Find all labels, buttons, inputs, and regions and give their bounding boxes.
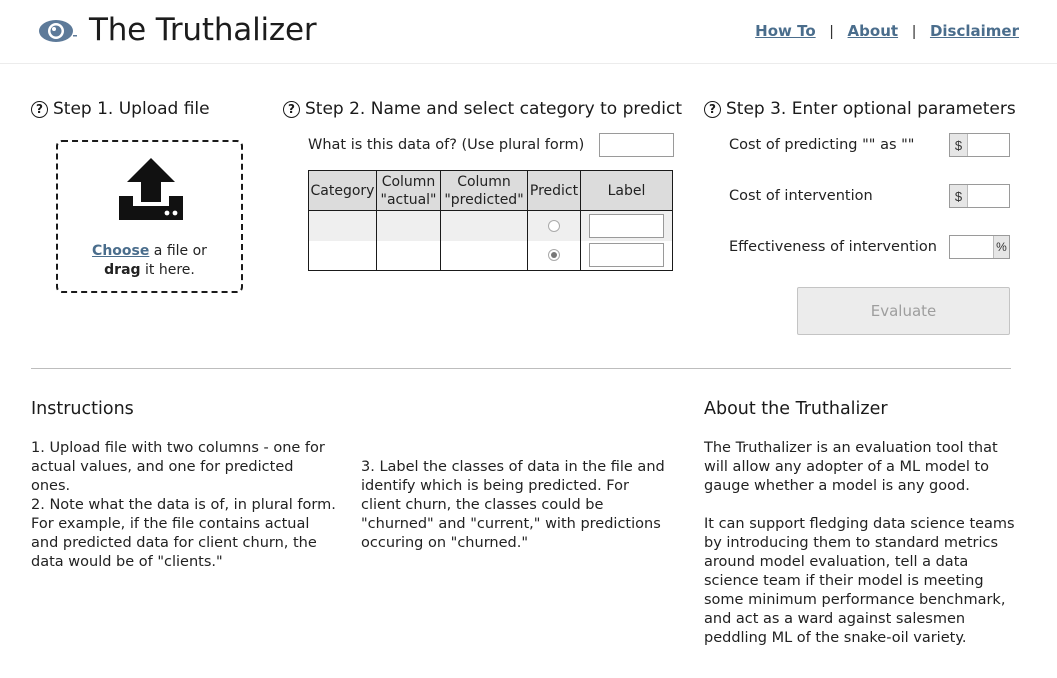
effectiveness-input[interactable] xyxy=(949,235,1010,259)
header-column-actual: Column "actual" xyxy=(377,171,441,211)
instructions-title: Instructions xyxy=(31,399,134,419)
header-predict: Predict xyxy=(528,171,581,211)
cost-intervention-input[interactable] xyxy=(949,184,1010,208)
top-nav xyxy=(755,22,1019,40)
predict-cell xyxy=(528,211,581,241)
choose-rest: a file or xyxy=(149,243,207,259)
dropzone-text xyxy=(58,242,241,280)
predict-cell xyxy=(528,241,581,271)
label-cell xyxy=(581,241,673,271)
step3-title: Step 3. Enter optional parameters xyxy=(726,99,1016,119)
nav-link-disclaimer[interactable]: Disclaimer xyxy=(929,22,1019,40)
instructions-step2: 2. Note what the data is of, in plural form. For example, if the file contains actual and predicted data for client churn, the data would be of "clients." xyxy=(31,497,336,570)
upload-icon xyxy=(118,156,184,222)
step3-heading xyxy=(704,99,1016,119)
header-label: Label xyxy=(581,171,673,211)
dollar-prefix: $ xyxy=(950,185,968,207)
about-paragraph-1: The Truthalizer is an evaluation tool that will allow any adopter of a ML model to gauge whether a model is any good. xyxy=(704,440,998,494)
predicted-cell xyxy=(441,241,528,271)
predict-radio[interactable] xyxy=(548,220,560,232)
data-of-label: What is this data of? (Use plural form) xyxy=(308,137,585,153)
predicted-cell xyxy=(441,211,528,241)
category-cell xyxy=(309,211,377,241)
step1-title: Step 1. Upload file xyxy=(53,99,210,119)
nav-link-howto[interactable]: How To xyxy=(755,22,816,40)
about-title: About the Truthalizer xyxy=(704,399,888,419)
help-icon[interactable]: ? xyxy=(283,101,300,118)
cost-intervention-label: Cost of intervention xyxy=(729,188,873,204)
label-cell xyxy=(581,211,673,241)
evaluate-button[interactable]: Evaluate xyxy=(797,287,1010,335)
percent-suffix: % xyxy=(993,236,1009,258)
actual-cell xyxy=(377,241,441,271)
dollar-prefix: $ xyxy=(950,134,968,156)
data-of-input[interactable] xyxy=(599,133,674,157)
category-cell xyxy=(309,241,377,271)
table-row xyxy=(309,211,673,241)
cost-predicting-input[interactable] xyxy=(949,133,1010,157)
effectiveness-label: Effectiveness of intervention xyxy=(729,239,937,255)
choose-file-link[interactable]: Choose xyxy=(92,243,150,259)
nav-separator: | xyxy=(912,22,916,40)
section-divider xyxy=(31,368,1011,369)
category-table xyxy=(308,170,673,271)
step2-heading xyxy=(283,99,682,119)
step1-heading xyxy=(31,99,210,119)
app-header xyxy=(0,0,1057,64)
actual-cell xyxy=(377,211,441,241)
header-column-predicted: Column "predicted" xyxy=(441,171,528,211)
app-title: The Truthalizer xyxy=(89,12,317,48)
file-dropzone[interactable] xyxy=(56,140,243,293)
nav-link-about[interactable]: About xyxy=(847,22,899,40)
drag-rest: it here. xyxy=(140,262,195,278)
label-input[interactable] xyxy=(589,243,664,267)
table-row xyxy=(309,241,673,271)
instructions-step1: 1. Upload file with two columns - one for actual values, and one for predicted ones. xyxy=(31,440,325,494)
cost-predicting-label: Cost of predicting "" as "" xyxy=(729,137,915,153)
drag-word: drag xyxy=(104,262,141,278)
header-category: Category xyxy=(309,171,377,211)
help-icon[interactable]: ? xyxy=(31,101,48,118)
nav-separator: | xyxy=(829,22,834,40)
step2-title: Step 2. Name and select category to predict xyxy=(305,99,682,119)
eye-logo-icon xyxy=(38,17,78,45)
help-icon[interactable]: ? xyxy=(704,101,721,118)
about-paragraph-2: It can support fledging data science teams by introducing them to standard metrics around model evaluation, tell a data science team if their model is meeting some minimum performance benchmark, and act as a ward against salesmen peddling ML of the snake-oil variety. xyxy=(704,516,1015,646)
predict-radio[interactable] xyxy=(548,249,560,261)
instructions-step3: 3. Label the classes of data in the file and identify which is being predicted. For client churn, the classes could be "churned" and "current," with predictions occuring on "churned." xyxy=(361,459,665,551)
label-input[interactable] xyxy=(589,214,664,238)
